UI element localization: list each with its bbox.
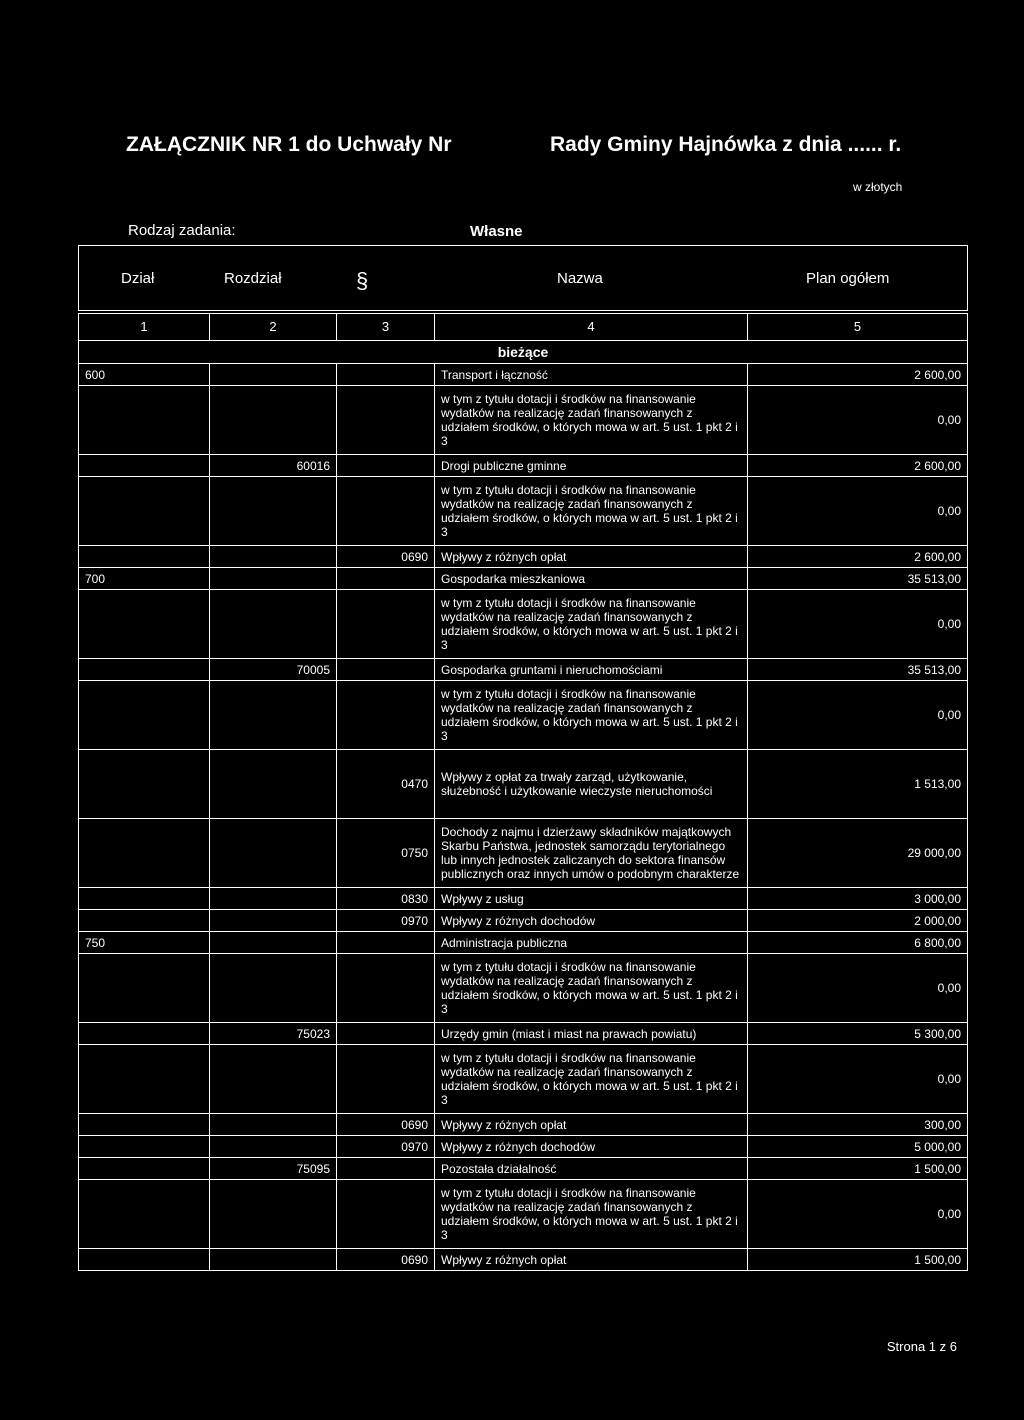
cell-dzial (79, 1180, 210, 1249)
cell-paragraph: 0470 (337, 750, 435, 819)
cell-paragraph: 0690 (337, 546, 435, 568)
cell-rozdzial (210, 888, 337, 910)
cell-paragraph: 0690 (337, 1249, 435, 1271)
cell-nazwa: w tym z tytułu dotacji i środków na finansowanie wydatków na realizację zadań finansowanych z udziałem środków, o których mowa w art. 5 ust. 1 pkt 2 i 3 (435, 477, 748, 546)
cell-plan: 0,00 (748, 681, 968, 750)
column-number: 4 (435, 314, 748, 341)
cell-plan: 1 500,00 (748, 1249, 968, 1271)
cell-nazwa: w tym z tytułu dotacji i środków na finansowanie wydatków na realizację zadań finansowanych z udziałem środków, o których mowa w art. 5 ust. 1 pkt 2 i 3 (435, 681, 748, 750)
section-row (79, 341, 968, 364)
cell-dzial (79, 659, 210, 681)
cell-plan: 0,00 (748, 954, 968, 1023)
cell-paragraph: 0970 (337, 1136, 435, 1158)
cell-paragraph (337, 364, 435, 386)
cell-dzial (79, 1045, 210, 1114)
table-row (79, 1249, 968, 1271)
cell-plan: 0,00 (748, 477, 968, 546)
cell-rozdzial (210, 546, 337, 568)
cell-dzial (79, 386, 210, 455)
cell-dzial (79, 477, 210, 546)
cell-rozdzial: 70005 (210, 659, 337, 681)
cell-paragraph (337, 1023, 435, 1045)
page-number: Strona 1 z 6 (886, 1339, 957, 1354)
cell-plan: 2 600,00 (748, 546, 968, 568)
cell-paragraph (337, 954, 435, 1023)
table-row (79, 386, 968, 455)
cell-dzial (79, 750, 210, 819)
cell-paragraph (337, 568, 435, 590)
cell-paragraph (337, 1180, 435, 1249)
table-row (79, 888, 968, 910)
cell-nazwa: Wpływy z różnych opłat (435, 1114, 748, 1136)
column-header-dzial: Dział (121, 270, 155, 287)
cell-nazwa: Wpływy z różnych dochodów (435, 1136, 748, 1158)
cell-plan: 6 800,00 (748, 932, 968, 954)
document-title-right: Rady Gminy Hajnówka z dnia ...... r. (550, 133, 902, 156)
table-row (79, 455, 968, 477)
cell-dzial (79, 1023, 210, 1045)
cell-dzial (79, 1249, 210, 1271)
table-row (79, 1023, 968, 1045)
cell-paragraph (337, 932, 435, 954)
table-row (79, 546, 968, 568)
table-row (79, 659, 968, 681)
cell-paragraph (337, 659, 435, 681)
cell-rozdzial (210, 1114, 337, 1136)
cell-nazwa: Administracja publiczna (435, 932, 748, 954)
cell-nazwa: Urzędy gmin (miast i miast na prawach powiatu) (435, 1023, 748, 1045)
cell-rozdzial (210, 590, 337, 659)
cell-dzial: 750 (79, 932, 210, 954)
cell-rozdzial (210, 1249, 337, 1271)
cell-nazwa: Wpływy z różnych opłat (435, 546, 748, 568)
column-number: 2 (210, 314, 337, 341)
cell-plan: 1 500,00 (748, 1158, 968, 1180)
cell-nazwa: Dochody z najmu i dzierżawy składników majątkowych Skarbu Państwa, jednostek samorządu terytorialnego lub innych jednostek zaliczanych do sektora finansów publicznych oraz innych umów o podobnym charakterze (435, 819, 748, 888)
cell-dzial (79, 1136, 210, 1158)
table-row (79, 750, 968, 819)
cell-dzial (79, 455, 210, 477)
cell-dzial (79, 888, 210, 910)
units-label: w złotych (853, 180, 903, 194)
table-row (79, 1158, 968, 1180)
cell-nazwa: w tym z tytułu dotacji i środków na finansowanie wydatków na realizację zadań finansowanych z udziałem środków, o których mowa w art. 5 ust. 1 pkt 2 i 3 (435, 1045, 748, 1114)
cell-nazwa: w tym z tytułu dotacji i środków na finansowanie wydatków na realizację zadań finansowanych z udziałem środków, o których mowa w art. 5 ust. 1 pkt 2 i 3 (435, 590, 748, 659)
cell-nazwa: Pozostała działalność (435, 1158, 748, 1180)
section-label: bieżące (79, 341, 968, 364)
cell-dzial (79, 681, 210, 750)
cell-paragraph (337, 1045, 435, 1114)
cell-nazwa: Drogi publiczne gminne (435, 455, 748, 477)
cell-plan: 2 600,00 (748, 364, 968, 386)
cell-paragraph: 0970 (337, 910, 435, 932)
cell-rozdzial: 75095 (210, 1158, 337, 1180)
cell-paragraph (337, 386, 435, 455)
cell-plan: 5 300,00 (748, 1023, 968, 1045)
document-title-left: ZAŁĄCZNIK NR 1 do Uchwały Nr (126, 133, 452, 156)
cell-plan: 0,00 (748, 1045, 968, 1114)
cell-rozdzial (210, 1180, 337, 1249)
cell-plan: 35 513,00 (748, 659, 968, 681)
cell-nazwa: Wpływy z opłat za trwały zarząd, użytkowanie, służebność i użytkowanie wieczyste nieruchomości (435, 750, 748, 819)
cell-plan: 5 000,00 (748, 1136, 968, 1158)
budget-table (78, 313, 968, 1271)
table-row (79, 477, 968, 546)
table-row (79, 1114, 968, 1136)
cell-dzial (79, 910, 210, 932)
cell-paragraph (337, 477, 435, 546)
cell-plan: 0,00 (748, 590, 968, 659)
cell-plan: 300,00 (748, 1114, 968, 1136)
cell-paragraph (337, 1158, 435, 1180)
cell-nazwa: Wpływy z różnych dochodów (435, 910, 748, 932)
table-row (79, 910, 968, 932)
cell-plan: 1 513,00 (748, 750, 968, 819)
table-row (79, 819, 968, 888)
cell-nazwa: w tym z tytułu dotacji i środków na finansowanie wydatków na realizację zadań finansowanych z udziałem środków, o których mowa w art. 5 ust. 1 pkt 2 i 3 (435, 1180, 748, 1249)
cell-rozdzial (210, 364, 337, 386)
cell-paragraph (337, 455, 435, 477)
cell-nazwa: w tym z tytułu dotacji i środków na finansowanie wydatków na realizację zadań finansowanych z udziałem środków, o których mowa w art. 5 ust. 1 pkt 2 i 3 (435, 954, 748, 1023)
cell-paragraph: 0690 (337, 1114, 435, 1136)
paragraph-icon: § (356, 268, 369, 293)
cell-rozdzial (210, 910, 337, 932)
column-header-nazwa: Nazwa (557, 270, 603, 287)
column-header-plan: Plan ogółem (806, 270, 890, 287)
cell-plan: 2 600,00 (748, 455, 968, 477)
table-row (79, 1045, 968, 1114)
cell-paragraph: 0830 (337, 888, 435, 910)
cell-plan: 0,00 (748, 386, 968, 455)
cell-nazwa: Gospodarka gruntami i nieruchomościami (435, 659, 748, 681)
cell-plan: 35 513,00 (748, 568, 968, 590)
table-row (79, 954, 968, 1023)
table-row (79, 932, 968, 954)
cell-dzial (79, 546, 210, 568)
cell-rozdzial (210, 1045, 337, 1114)
column-header-rozdzial: Rozdział (224, 270, 282, 287)
cell-nazwa: Gospodarka mieszkaniowa (435, 568, 748, 590)
column-number: 1 (79, 314, 210, 341)
cell-nazwa: Wpływy z różnych opłat (435, 1249, 748, 1271)
cell-rozdzial (210, 932, 337, 954)
cell-paragraph (337, 590, 435, 659)
cell-nazwa: w tym z tytułu dotacji i środków na finansowanie wydatków na realizację zadań finansowanych z udziałem środków, o których mowa w art. 5 ust. 1 pkt 2 i 3 (435, 386, 748, 455)
table-row (79, 1180, 968, 1249)
cell-rozdzial (210, 1136, 337, 1158)
cell-dzial (79, 1158, 210, 1180)
cell-rozdzial (210, 681, 337, 750)
task-type-value: Własne (470, 223, 523, 240)
cell-plan: 3 000,00 (748, 888, 968, 910)
cell-plan: 2 000,00 (748, 910, 968, 932)
cell-nazwa: Wpływy z usług (435, 888, 748, 910)
cell-rozdzial (210, 568, 337, 590)
cell-dzial: 700 (79, 568, 210, 590)
cell-rozdzial (210, 954, 337, 1023)
cell-dzial (79, 954, 210, 1023)
cell-rozdzial: 60016 (210, 455, 337, 477)
cell-rozdzial (210, 386, 337, 455)
table-row (79, 1136, 968, 1158)
task-type-label: Rodzaj zadania: (128, 222, 236, 239)
cell-dzial (79, 590, 210, 659)
column-number: 3 (337, 314, 435, 341)
cell-dzial: 600 (79, 364, 210, 386)
column-number: 5 (748, 314, 968, 341)
cell-rozdzial: 75023 (210, 1023, 337, 1045)
cell-dzial (79, 819, 210, 888)
cell-rozdzial (210, 750, 337, 819)
cell-dzial (79, 1114, 210, 1136)
cell-plan: 29 000,00 (748, 819, 968, 888)
cell-paragraph (337, 681, 435, 750)
cell-rozdzial (210, 819, 337, 888)
cell-paragraph: 0750 (337, 819, 435, 888)
table-row (79, 681, 968, 750)
cell-nazwa: Transport i łączność (435, 364, 748, 386)
table-row (79, 364, 968, 386)
cell-rozdzial (210, 477, 337, 546)
table-row (79, 568, 968, 590)
table-row (79, 590, 968, 659)
column-number-row (79, 314, 968, 341)
cell-plan: 0,00 (748, 1180, 968, 1249)
